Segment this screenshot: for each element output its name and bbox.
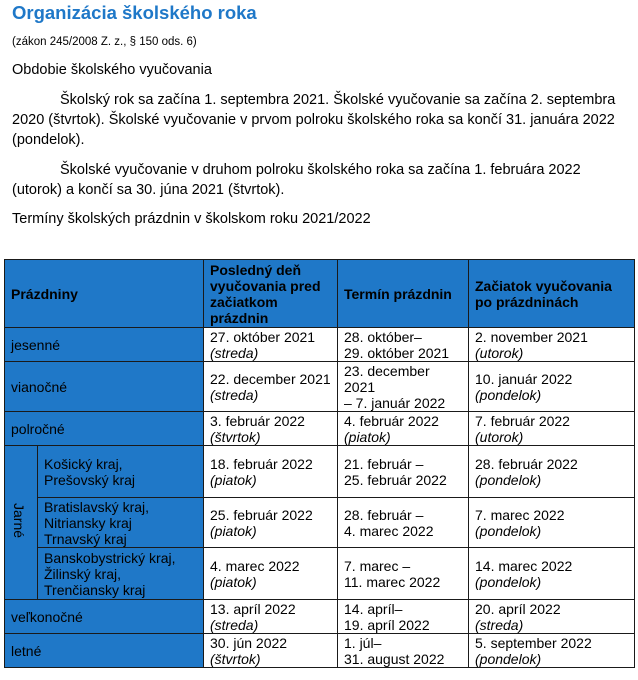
holiday-name: letné bbox=[5, 634, 204, 668]
term-line: 11. marec 2022 bbox=[344, 573, 441, 590]
last-day-weekday: (štvrtok) bbox=[210, 428, 261, 445]
header-last-day: Posledný deň vyučovania pred začiatkom prázdnin bbox=[204, 260, 338, 328]
header-start: Začiatok vyučovania po prázdninách bbox=[469, 260, 635, 328]
term-line: (piatok) bbox=[344, 428, 391, 445]
page-title: Organizácia školského roka bbox=[12, 2, 257, 23]
start-date: 7. marec 2022 bbox=[475, 506, 565, 523]
last-day-weekday: (streda) bbox=[210, 344, 259, 361]
table-row bbox=[5, 412, 635, 446]
region-line: Bratislavský kraj, bbox=[44, 498, 150, 515]
header-holidays: Prázdniny bbox=[5, 260, 204, 328]
term-line: – 7. január 2022 bbox=[344, 394, 446, 411]
last-day-weekday: (piatok) bbox=[210, 522, 257, 539]
last-day-date: 18. február 2022 bbox=[210, 455, 313, 472]
region-line: Prešovský kraj bbox=[44, 471, 136, 488]
paragraph-first-term: Školský rok sa začína 1. septembra 2021. Školské vyučovanie sa začína 2. septembra 2020 (štvrtok). Školské vyučovanie v prvom polroku školského roka sa končí 31. januára 2022 (pondelok). bbox=[12, 92, 616, 148]
term-line: 4. marec 2022 bbox=[344, 522, 434, 539]
law-reference: (zákon 245/2008 Z. z., § 150 ods. 6) bbox=[12, 36, 197, 48]
last-day-weekday: (streda) bbox=[210, 386, 259, 403]
region-line: Trenčiansky kraj bbox=[44, 581, 146, 598]
term-line: 19. apríl 2022 bbox=[344, 616, 430, 633]
table-row bbox=[5, 548, 635, 600]
start-weekday: (utorok) bbox=[475, 344, 524, 361]
table-row bbox=[5, 600, 635, 634]
table-row bbox=[5, 498, 635, 548]
last-day-date: 13. apríl 2022 bbox=[210, 600, 296, 617]
start-weekday: (pondelok) bbox=[475, 471, 542, 488]
table-row bbox=[5, 634, 635, 668]
last-day-weekday: (štvrtok) bbox=[210, 650, 261, 667]
last-day-date: 4. marec 2022 bbox=[210, 557, 300, 574]
term-line: 23. december 2021 bbox=[344, 362, 430, 395]
last-day-date: 3. február 2022 bbox=[210, 412, 305, 429]
start-weekday: (streda) bbox=[475, 616, 524, 633]
last-day-date: 22. december 2021 bbox=[210, 370, 331, 387]
holiday-schedule-table bbox=[4, 259, 635, 668]
holiday-name: polročné bbox=[5, 412, 204, 446]
last-day-weekday: (piatok) bbox=[210, 573, 257, 590]
table-row bbox=[5, 328, 635, 362]
start-weekday: (utorok) bbox=[475, 428, 524, 445]
region-line: Nitriansky kraj bbox=[44, 514, 132, 531]
start-date: 10. január 2022 bbox=[475, 370, 573, 387]
last-day-date: 30. jún 2022 bbox=[210, 634, 288, 651]
section-heading-teaching-period: Obdobie školského vyučovania bbox=[12, 62, 212, 78]
term-line: 14. apríl– bbox=[344, 600, 403, 617]
start-date: 14. marec 2022 bbox=[475, 557, 573, 574]
holiday-name: vianočné bbox=[5, 362, 204, 412]
paragraph-second-term: Školské vyučovanie v druhom polroku školského roka sa začína 1. februára 2022 (utorok) a končí sa 30. júna 2021 (štvrtok). bbox=[12, 162, 581, 198]
start-date: 28. február 2022 bbox=[475, 455, 578, 472]
section-heading-holidays: Termíny školských prázdnin v školskom roku 2021/2022 bbox=[12, 211, 371, 227]
term-line: 4. február 2022 bbox=[344, 412, 439, 429]
region-line: Trnavský kraj bbox=[44, 530, 127, 547]
holiday-name: veľkonočné bbox=[5, 600, 204, 634]
start-weekday: (pondelok) bbox=[475, 386, 542, 403]
last-day-date: 25. február 2022 bbox=[210, 506, 313, 523]
term-line: 28. október– bbox=[344, 328, 422, 345]
term-line: 7. marec – bbox=[344, 557, 411, 574]
term-line: 1. júl– bbox=[344, 634, 382, 651]
start-date: 20. apríl 2022 bbox=[475, 600, 561, 617]
table-header-row bbox=[5, 260, 635, 328]
spring-holiday-label-cell bbox=[5, 446, 38, 600]
holiday-name: jesenné bbox=[5, 328, 204, 362]
start-date: 5. september 2022 bbox=[475, 634, 592, 651]
start-weekday: (pondelok) bbox=[475, 650, 542, 667]
start-date: 7. február 2022 bbox=[475, 412, 570, 429]
region-line: Žilinský kraj, bbox=[44, 565, 122, 582]
region-line: Banskobystrický kraj, bbox=[44, 549, 176, 566]
term-line: 25. február 2022 bbox=[344, 471, 447, 488]
term-line: 31. august 2022 bbox=[344, 650, 445, 667]
region-line: Košický kraj, bbox=[44, 455, 123, 472]
spring-holiday-label: Jarné bbox=[11, 503, 27, 539]
last-day-weekday: (streda) bbox=[210, 616, 259, 633]
term-line: 29. október 2021 bbox=[344, 344, 450, 361]
last-day-weekday: (piatok) bbox=[210, 471, 257, 488]
term-line: 21. február – bbox=[344, 455, 424, 472]
start-weekday: (pondelok) bbox=[475, 522, 542, 539]
term-line: 28. február – bbox=[344, 506, 424, 523]
start-date: 2. november 2021 bbox=[475, 328, 588, 345]
table-row bbox=[5, 362, 635, 412]
table-row bbox=[5, 446, 635, 498]
header-term: Termín prázdnin bbox=[338, 260, 469, 328]
start-weekday: (pondelok) bbox=[475, 573, 542, 590]
last-day-date: 27. október 2021 bbox=[210, 328, 316, 345]
